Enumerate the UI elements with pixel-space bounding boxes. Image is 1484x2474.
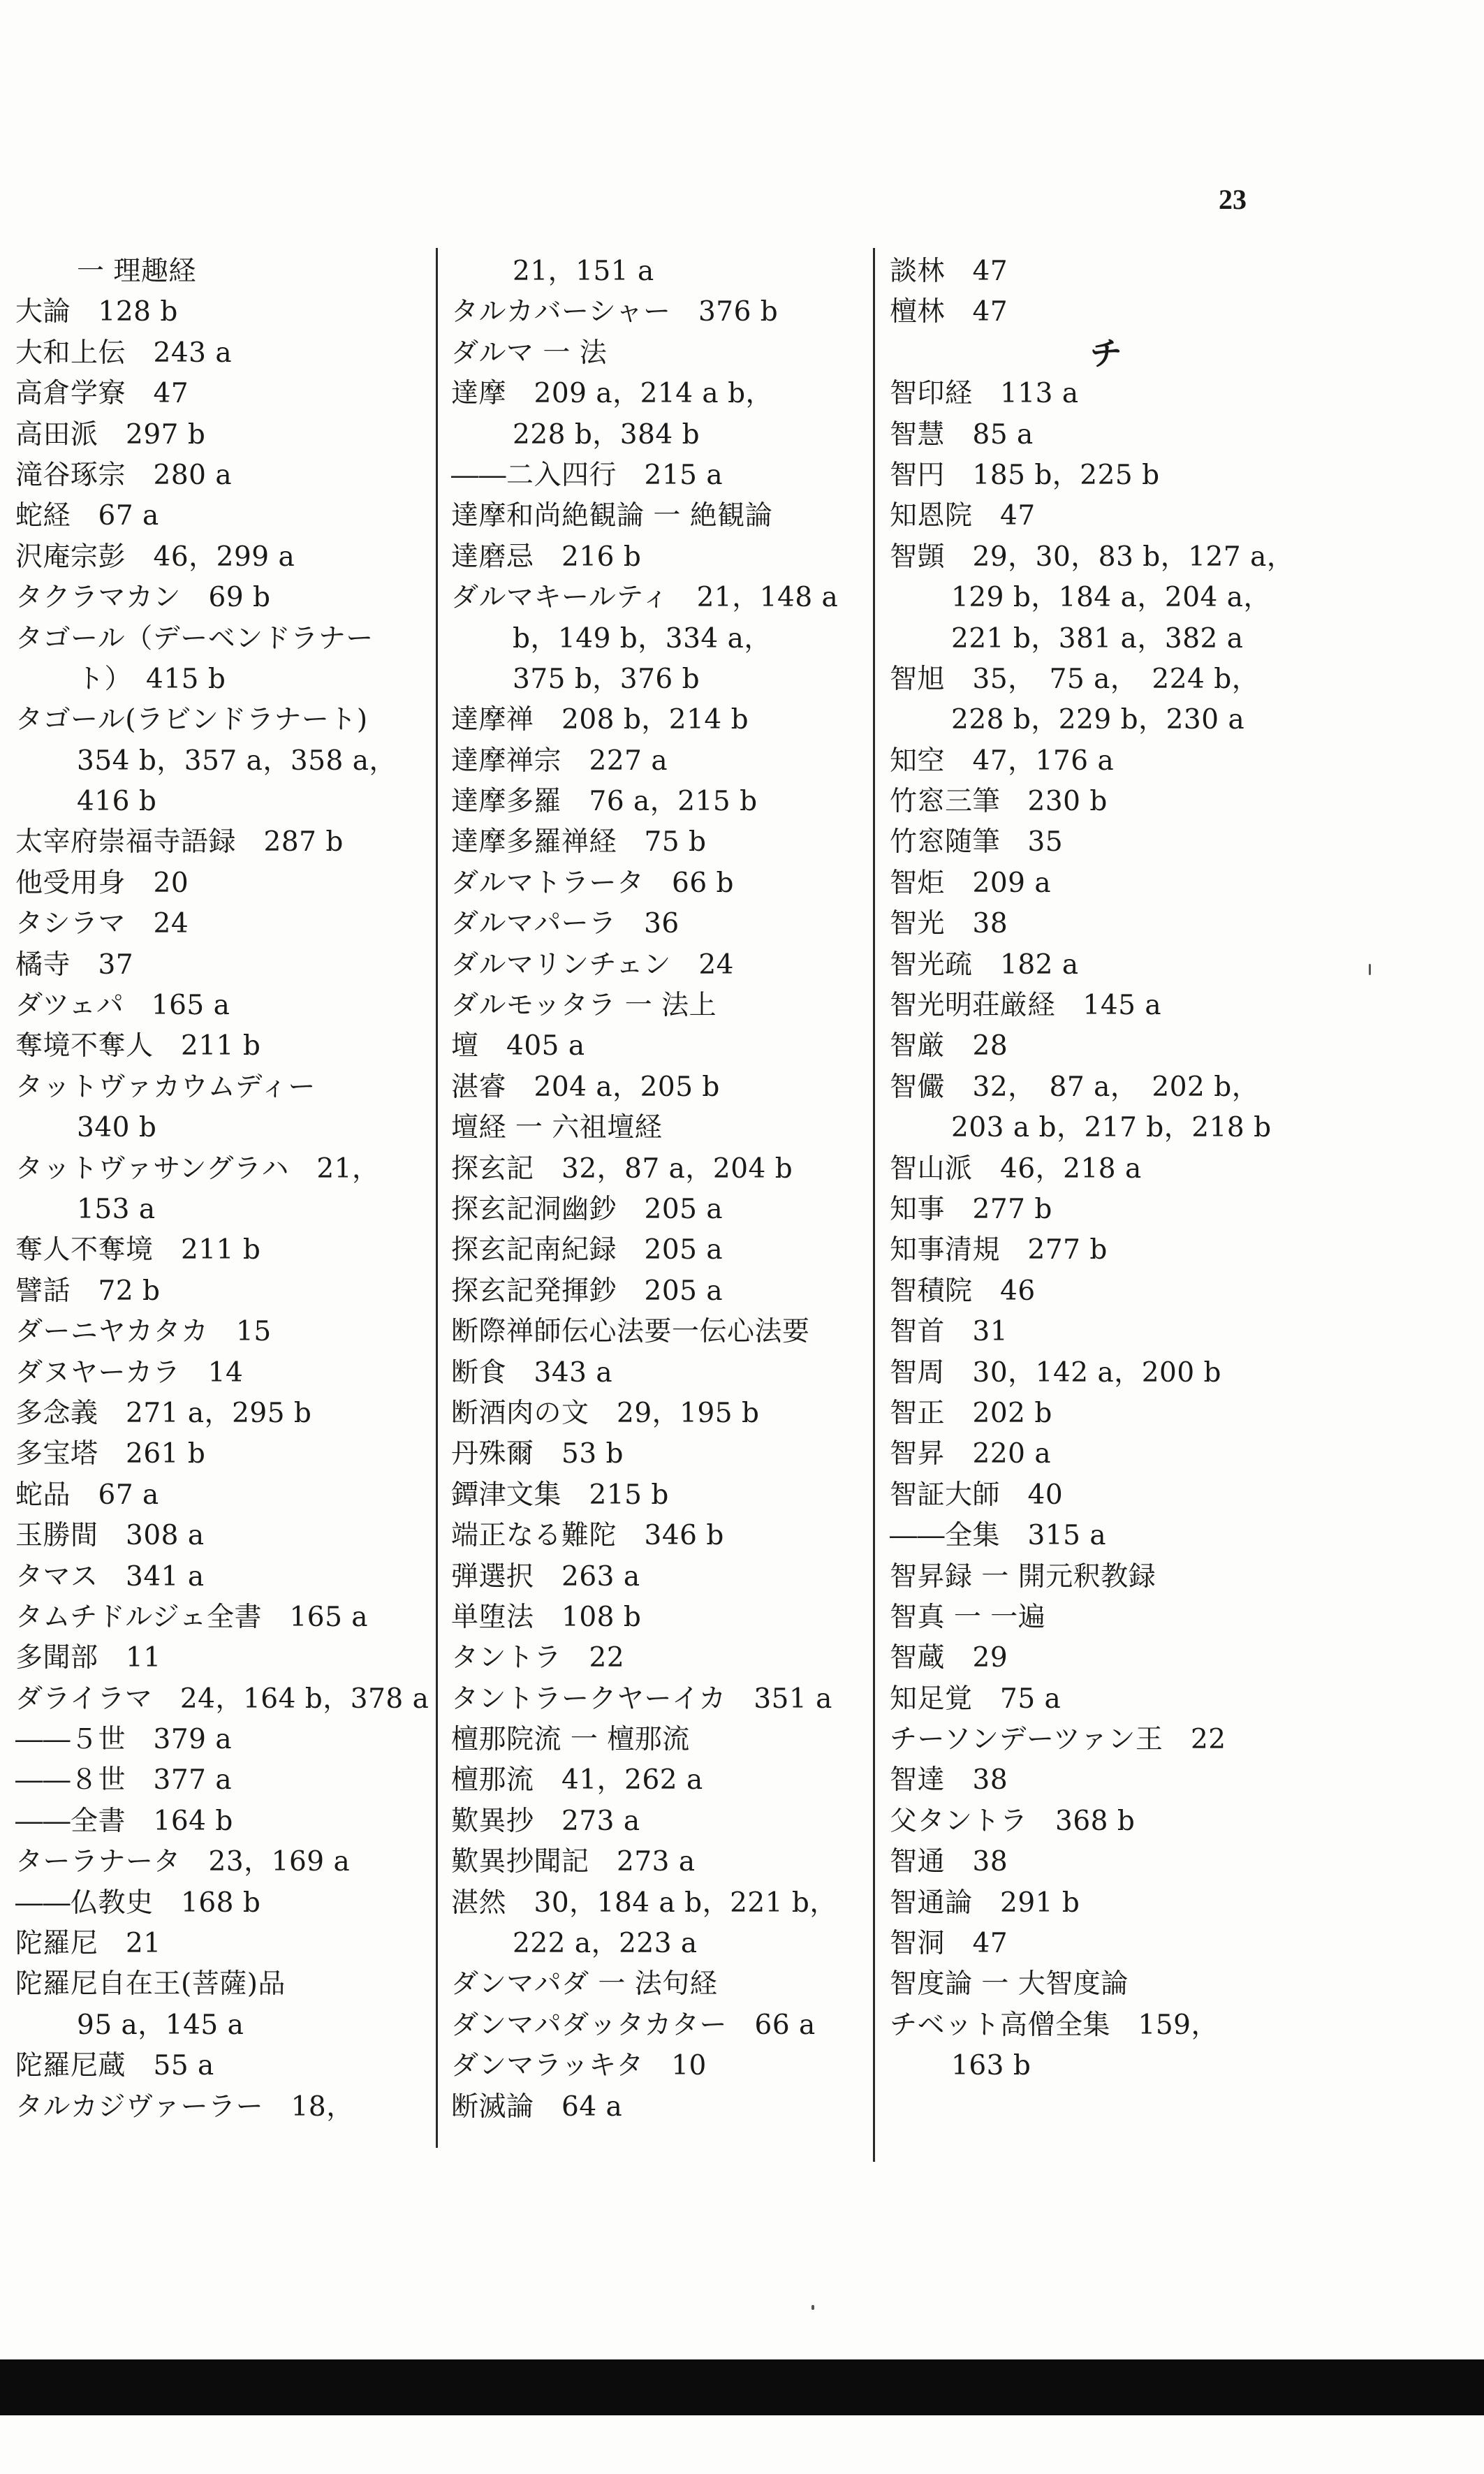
index-entry: 221 b，381 a，382 a <box>951 622 1244 654</box>
index-entry: 智周 30，142 a，200 b <box>890 1356 1222 1389</box>
index-entry: 智達 38 <box>890 1764 1008 1796</box>
index-entry: 湛然 30，184 a b，221 b， <box>451 1887 837 1919</box>
index-entry: 単堕法 108 b <box>451 1601 642 1633</box>
index-entry: 智正 202 b <box>890 1397 1052 1429</box>
index-entry: 達摩多羅禅経 75 b <box>451 826 707 858</box>
index-entry: 橘寺 37 <box>15 949 134 981</box>
index-entry: ――５世 379 a <box>15 1724 233 1756</box>
index-entry: 95 a，145 a <box>77 2009 244 2041</box>
index-entry: ダンマラッキタ 10 <box>451 2050 707 2082</box>
index-entry: 340 b <box>77 1112 157 1144</box>
index-entry: 檀那院流 一 檀那流 <box>451 1724 690 1756</box>
index-entry: ダルマトラータ 66 b <box>451 867 734 899</box>
index-entry: 陀羅尼蔵 55 a <box>15 2050 214 2082</box>
index-entry: 智厳 28 <box>890 1030 1008 1062</box>
index-entry: タルカバーシャー 376 b <box>451 296 779 328</box>
index-entry: ダンマパダッタカター 66 a <box>451 2009 816 2041</box>
index-entry: ダルマリンチェン 24 <box>451 949 734 981</box>
index-entry: 滝谷琢宗 280 a <box>15 459 233 491</box>
index-entry: 375 b，376 b <box>513 663 700 695</box>
scan-speck <box>811 2305 814 2310</box>
index-entry: 弾選択 263 a <box>451 1560 640 1593</box>
index-entry: 智首 31 <box>890 1316 1008 1348</box>
index-entry: 多聞部 11 <box>15 1642 161 1674</box>
index-entry: 知事清規 277 b <box>890 1234 1108 1266</box>
index-entry: 竹窓三筆 230 b <box>890 786 1108 818</box>
index-entry: 智蔵 29 <box>890 1642 1008 1674</box>
index-entry: 163 b <box>951 2050 1031 2082</box>
index-entry: ――仏教史 168 b <box>15 1887 261 1919</box>
index-entry: ト） 415 b <box>77 663 226 695</box>
section-heading: チ <box>1089 334 1123 372</box>
index-column-1 <box>15 251 427 2128</box>
index-entry: 他受用身 20 <box>15 867 189 899</box>
index-entry: ダーニヤカタカ 15 <box>15 1316 272 1348</box>
index-entry: 智慧 85 a <box>890 418 1034 451</box>
index-entry: 探玄記 32，87 a，204 b <box>451 1152 793 1185</box>
index-entry: 壇 405 a <box>451 1030 585 1062</box>
index-entry: タクラマカン 69 b <box>15 582 271 614</box>
index-entry: 端正なる難陀 346 b <box>451 1520 724 1552</box>
index-entry: 丹殊爾 53 b <box>451 1438 624 1470</box>
index-entry: 智通論 291 b <box>890 1887 1080 1919</box>
index-entry: 達摩多羅 76 a，215 b <box>451 786 758 818</box>
index-entry: チベット高僧全集 159， <box>890 2009 1219 2041</box>
index-entry: 達摩禅宗 227 a <box>451 745 668 777</box>
index-entry: 歎異抄 273 a <box>451 1805 640 1837</box>
index-entry: 鐔津文集 215 b <box>451 1479 669 1511</box>
page-number: 23 <box>1219 184 1247 215</box>
index-entry: 太宰府崇福寺語録 287 b <box>15 826 344 858</box>
index-entry: 大和上伝 243 a <box>15 337 233 369</box>
index-entry: 蛇経 67 a <box>15 500 159 532</box>
index-entry: 智通 38 <box>890 1846 1008 1878</box>
index-entry: ――全書 164 b <box>15 1805 233 1837</box>
index-entry: ――８世 377 a <box>15 1764 233 1796</box>
index-entry: 湛睿 204 a，205 b <box>451 1071 720 1103</box>
index-entry: 智積院 46 <box>890 1275 1036 1307</box>
index-entry: ダヌヤーカラ 14 <box>15 1356 244 1389</box>
index-entry: 断滅論 64 a <box>451 2091 623 2123</box>
column-divider <box>873 248 875 2162</box>
index-column-3 <box>890 251 1323 2087</box>
index-entry: タゴール(ラビンドラナート) <box>15 704 368 736</box>
index-entry: 203 a b，217 b，218 b <box>951 1112 1272 1144</box>
index-entry: 智光疏 182 a <box>890 949 1079 981</box>
index-entry: タマス 341 a <box>15 1560 205 1593</box>
index-entry: 蛇品 67 a <box>15 1479 159 1511</box>
index-entry: 多念義 271 a，295 b <box>15 1397 312 1429</box>
index-entry: 知足覚 75 a <box>890 1683 1061 1715</box>
column-divider <box>436 248 438 2148</box>
index-entry: 智洞 47 <box>890 1928 1008 1960</box>
index-entry: 譬話 72 b <box>15 1275 161 1307</box>
index-entry: 達摩 209 a，214 a b， <box>451 378 774 410</box>
index-entry: ダンマパダ 一 法句経 <box>451 1968 718 2000</box>
index-entry: タットヴァサングラハ 21， <box>15 1152 380 1185</box>
index-entry: 断酒肉の文 29，195 b <box>451 1397 760 1429</box>
index-entry: ターラナータ 23，169 a <box>15 1846 351 1878</box>
index-entry: 探玄記発揮鈔 205 a <box>451 1275 723 1307</box>
index-entry: 智儼 32， 87 a， 202 b， <box>890 1071 1260 1103</box>
index-entry: ダルマキールティ 21，148 a <box>451 582 839 614</box>
index-entry: ダルマ 一 法 <box>451 337 608 369</box>
index-entry: 陀羅尼 21 <box>15 1928 161 1960</box>
index-entry: 智光 38 <box>890 908 1008 940</box>
index-entry: ダルマパーラ 36 <box>451 908 679 940</box>
index-entry: タントラ 22 <box>451 1642 625 1674</box>
index-entry: 129 b，184 a，204 a， <box>951 582 1271 614</box>
index-entry: 壇経 一 六祖壇経 <box>451 1112 663 1144</box>
index-entry: 沢庵宗彭 46，299 a <box>15 541 295 573</box>
index-entry: 智昇録 一 開元釈教録 <box>890 1560 1156 1593</box>
index-entry: 談林 47 <box>890 256 1008 287</box>
index-entry: 21，151 a <box>513 256 654 287</box>
index-entry: 228 b，229 b，230 a <box>951 704 1245 736</box>
index-entry: 一 理趣経 <box>77 256 196 287</box>
index-entry: ダライラマ 24，164 b，378 a <box>15 1683 429 1715</box>
index-entry: 智昇 220 a <box>890 1438 1052 1470</box>
index-entry: 檀那流 41，262 a <box>451 1764 703 1796</box>
index-entry: 歎異抄聞記 273 a <box>451 1846 696 1878</box>
index-entry: 222 a，223 a <box>513 1928 698 1960</box>
scan-speck <box>1369 964 1371 975</box>
index-entry: 玉勝間 308 a <box>15 1520 205 1552</box>
index-entry: 大論 128 b <box>15 296 178 328</box>
index-entry: 354 b，357 a，358 a， <box>77 745 397 777</box>
index-entry: 檀林 47 <box>890 296 1008 328</box>
index-entry: タットヴァカウムディー <box>15 1071 316 1103</box>
index-entry: タシラマ 24 <box>15 908 189 940</box>
index-entry: 智印経 113 a <box>890 378 1079 410</box>
index-entry: 知空 47，176 a <box>890 745 1115 777</box>
index-entry: 断際禅師伝心法要一伝心法要 <box>451 1316 810 1348</box>
scan-bottom-edge <box>0 2359 1484 2415</box>
index-entry: 智度論 一 大智度論 <box>890 1968 1129 2000</box>
index-entry: 陀羅尼自在王(菩薩)品 <box>15 1968 286 2000</box>
index-entry: 智真 一 一遍 <box>890 1601 1046 1633</box>
index-entry: ――全集 315 a <box>890 1520 1107 1552</box>
index-entry: ――二入四行 215 a <box>451 459 723 491</box>
index-entry: 智旭 35， 75 a， 224 b， <box>890 663 1260 695</box>
index-entry: 智証大師 40 <box>890 1479 1064 1511</box>
index-entry: 探玄記洞幽鈔 205 a <box>451 1193 723 1225</box>
index-entry: 奪境不奪人 211 b <box>15 1030 261 1062</box>
index-entry: タゴール（デーベンドラナー <box>15 622 374 654</box>
index-entry: 達摩禅 208 b，214 b <box>451 704 749 736</box>
index-entry: ダツェパ 165 a <box>15 990 230 1022</box>
index-entry: タントラークヤーイカ 351 a <box>451 1683 832 1715</box>
index-entry: 多宝塔 261 b <box>15 1438 206 1470</box>
index-entry: タムチドルジェ全書 165 a <box>15 1601 369 1633</box>
index-entry: 達磨忌 216 b <box>451 541 642 573</box>
index-entry: ダルモッタラ 一 法上 <box>451 990 717 1022</box>
index-entry: 智光明荘厳経 145 a <box>890 990 1162 1022</box>
index-entry: 智円 185 b，225 b <box>890 459 1160 491</box>
index-entry: 416 b <box>77 786 157 818</box>
index-entry: 高倉学寮 47 <box>15 378 189 410</box>
index-entry: 知恩院 47 <box>890 500 1036 532</box>
index-entry: 探玄記南紀録 205 a <box>451 1234 723 1266</box>
index-entry: 228 b，384 b <box>513 418 700 451</box>
index-entry: b，149 b，334 a， <box>513 622 772 654</box>
index-column-2 <box>451 251 870 2128</box>
index-entry: 父タントラ 368 b <box>890 1805 1136 1837</box>
index-entry: タルカジヴァーラー 18， <box>15 2091 354 2123</box>
index-entry: 知事 277 b <box>890 1193 1052 1225</box>
index-entry: 153 a <box>77 1193 156 1225</box>
index-entry: チーソンデーツァン王 22 <box>890 1724 1226 1756</box>
index-entry: 奪人不奪境 211 b <box>15 1234 261 1266</box>
index-entry: 竹窓随筆 35 <box>890 826 1064 858</box>
index-entry: 達摩和尚絶観論 一 絶観論 <box>451 500 773 532</box>
index-entry: 智炬 209 a <box>890 867 1052 899</box>
index-entry: 智顗 29，30，83 b，127 a， <box>890 541 1295 573</box>
index-entry: 高田派 297 b <box>15 418 206 451</box>
index-entry: 智山派 46，218 a <box>890 1152 1142 1185</box>
index-entry: 断食 343 a <box>451 1356 613 1389</box>
